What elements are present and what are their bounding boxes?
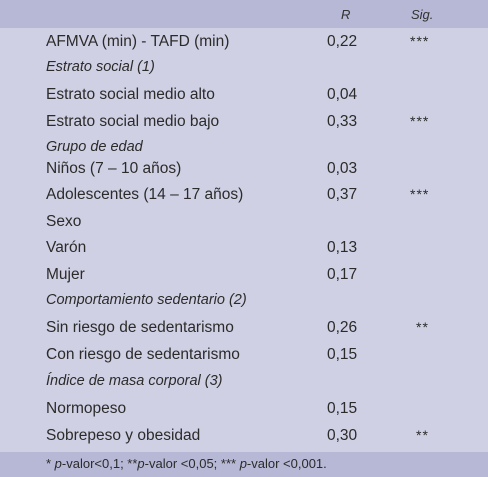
table-row	[0, 213, 488, 239]
r-value: 0,30	[327, 427, 358, 444]
table-footer	[0, 452, 488, 477]
table-row	[0, 186, 488, 212]
table-row	[0, 427, 488, 453]
r-value: 0,26	[327, 319, 358, 336]
r-value: 0,17	[327, 266, 358, 283]
row-label: Normopeso	[46, 400, 127, 417]
footnote	[46, 456, 327, 471]
table-row	[0, 113, 488, 139]
footnote-p: p	[239, 456, 247, 471]
footnote-part: -valor<0,1; **	[61, 456, 138, 471]
row-label: AFMVA (min) - TAFD (min)	[46, 33, 230, 50]
r-value: 0,33	[327, 113, 358, 130]
footnote-p: p	[54, 456, 62, 471]
footnote-part: -valor <0,05; ***	[144, 456, 240, 471]
table-row	[0, 266, 488, 292]
r-value: 0,04	[327, 86, 358, 103]
row-label: Estrato social medio alto	[46, 86, 215, 103]
row-label: Sobrepeso y obesidad	[46, 427, 201, 444]
sig-value: ***	[410, 186, 430, 202]
table-header	[0, 0, 488, 28]
row-label: Adolescentes (14 – 17 años)	[46, 186, 244, 203]
header-r: R	[341, 7, 351, 22]
row-label: Varón	[46, 239, 87, 256]
row-label: Sexo	[46, 213, 82, 230]
header-sig: Sig.	[411, 7, 434, 22]
section-heading: Grupo de edad	[46, 139, 143, 155]
table-row	[0, 319, 488, 345]
table-row	[0, 346, 488, 372]
row-label: Mujer	[46, 266, 85, 283]
table-row	[0, 33, 488, 59]
r-value: 0,13	[327, 239, 358, 256]
row-label: Con riesgo de sedentarismo	[46, 346, 240, 363]
row-label: Niños (7 – 10 años)	[46, 160, 182, 177]
row-label: Estrato social medio bajo	[46, 113, 220, 130]
table-row	[0, 292, 488, 318]
r-value: 0,22	[327, 33, 358, 50]
footnote-part: *	[46, 456, 55, 471]
r-value: 0,37	[327, 186, 358, 203]
table-row	[0, 400, 488, 426]
table-row	[0, 239, 488, 265]
footnote-part: -valor <0,001.	[246, 456, 327, 471]
r-value: 0,03	[327, 160, 358, 177]
sig-value: ***	[410, 113, 430, 129]
section-heading: Índice de masa corporal (3)	[46, 373, 223, 389]
table-row	[0, 59, 488, 85]
section-heading: Comportamiento sedentario (2)	[46, 292, 247, 308]
sig-value: **	[416, 319, 429, 335]
table-row	[0, 373, 488, 399]
row-label: Sin riesgo de sedentarismo	[46, 319, 234, 336]
r-value: 0,15	[327, 400, 358, 417]
section-heading: Estrato social (1)	[46, 59, 155, 75]
sig-value: ***	[410, 33, 430, 49]
sig-value: **	[416, 427, 429, 443]
r-value: 0,15	[327, 346, 358, 363]
table-row	[0, 160, 488, 186]
table-row	[0, 86, 488, 112]
footnote-p: p	[137, 456, 145, 471]
